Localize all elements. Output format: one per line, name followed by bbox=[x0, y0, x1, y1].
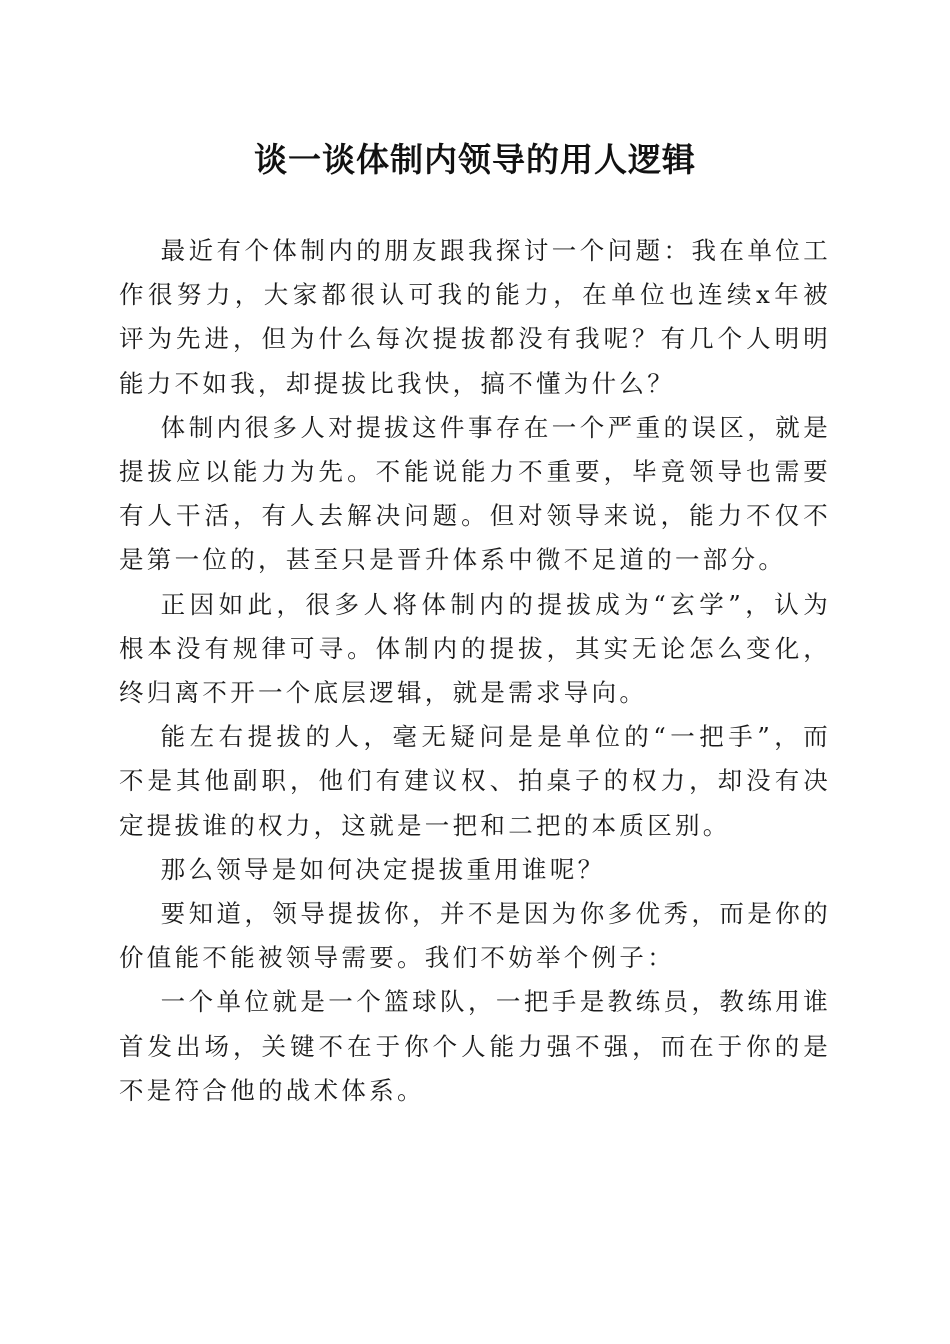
paragraph-1: 最近有个体制内的朋友跟我探讨一个问题：我在单位工作很努力，大家都很认可我的能力，在单位也连续x年被评为先进，但为什么每次提拔都没有我呢？有几个人明明能力不如我，却提拔比我快，搞不懂为什么？ bbox=[119, 236, 831, 398]
paragraph-7: 一个单位就是一个篮球队，一把手是教练员，教练用谁首发出场，关键不在于你个人能力强不强，而在于你的是不是符合他的战术体系。 bbox=[119, 987, 831, 1105]
paragraph-5: 那么领导是如何决定提拔重用谁呢？ bbox=[160, 854, 606, 884]
document-title: 谈一谈体制内领导的用人逻辑 bbox=[254, 140, 696, 179]
paragraph-4: 能左右提拔的人，毫无疑问是是单位的“一把手”，而不是其他副职，他们有建议权、拍桌子的权力，却没有决定提拔谁的权力，这就是一把和二把的本质区别。 bbox=[119, 722, 831, 840]
paragraph-3: 正因如此，很多人将体制内的提拔成为“玄学”，认为根本没有规律可寻。体制内的提拔，其实无论怎么变化，终归离不开一个底层逻辑，就是需求导向。 bbox=[119, 589, 831, 708]
paragraph-6: 要知道，领导提拔你，并不是因为你多优秀，而是你的价值能不能被领导需要。我们不妨举个例子： bbox=[119, 899, 831, 973]
document-body bbox=[119, 229, 831, 1113]
paragraph-2: 体制内很多人对提拔这件事存在一个严重的误区，就是提拔应以能力为先。不能说能力不重要，毕竟领导也需要有人干活，有人去解决问题。但对领导来说，能力不仅不是第一位的，甚至只是晋升体系中微不足道的一部分。 bbox=[119, 412, 831, 575]
